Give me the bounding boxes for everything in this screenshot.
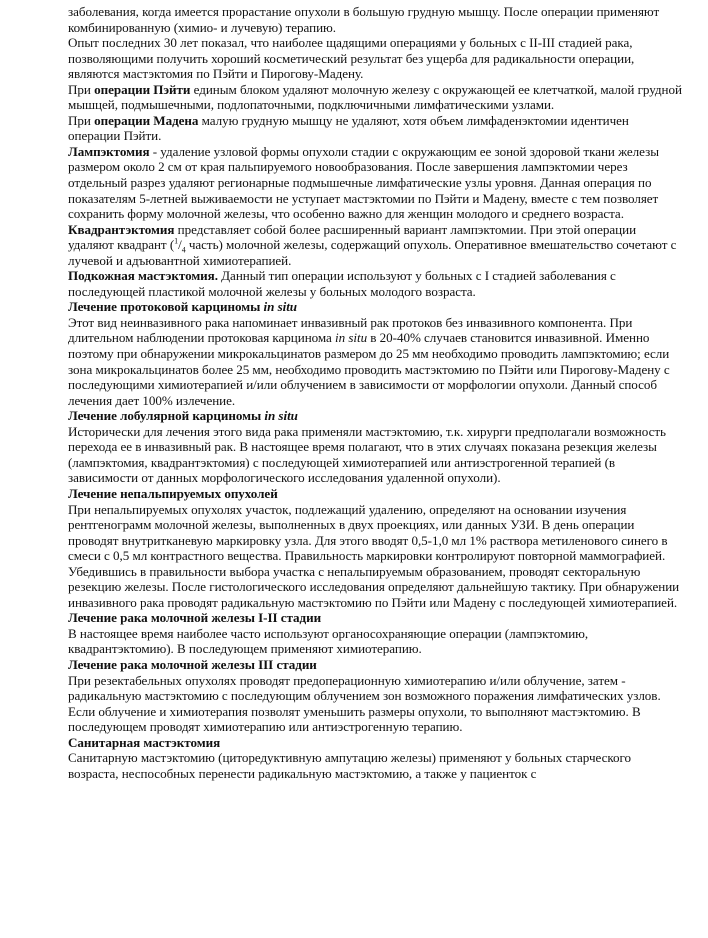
term-quadrantectomy: Квадрантэктомия	[68, 221, 175, 237]
heading-ductal-carcinoma: Лечение протоковой карциномы in situ	[68, 299, 298, 315]
paragraph-stage-1-2: В настоящее время наиболее часто используют органосохраняющие операции (лампэктомию, квадрантэктомию). В последующем применяют химиотерапию.	[68, 625, 589, 657]
paragraph-lumpectomy: Лампэктомия - удаление узловой формы опухоли стадии с окружающим ее зоной здоровой ткани железы размером около 2 см от края пальпируемого новообразования. После завершения лампэктомии через отдельный разрез удаляют регионарные подмышечные лимфатические узлы уровня. Данная операция по показателям 5-летней выживаемости не уступает мастэктомии по Пэйти и Мадену, вместе с тем позволяет сохранить форму молочной железы, что особенно важно для женщин молодого и среднего возраста.	[68, 143, 659, 222]
heading-sanitary-mastectomy: Санитарная мастэктомия	[68, 734, 221, 750]
paragraph-lobular-carcinoma: Исторически для лечения этого вида рака применяли мастэктомию, т.к. хирурги предполагали возможность перехода ее в инвазивный рак. В настоящее время полагают, что в этих случаях показана резекция железы (лампэктомия, квадрантэктомия) с последующей химиотерапией или антиэстрогенной терапией (в зависимости от данных морфологического исследования удаленной опухоли).	[68, 423, 666, 486]
term-payty: операции Пэйти	[94, 81, 191, 97]
term-subcutaneous-mastectomy: Подкожная мастэктомия.	[68, 268, 218, 284]
paragraph-quadrantectomy: Квадрантэктомия представляет собой более расширенный вариант лампэктомии. При этой операции удаляют квадрант ($^1/_4$ часть) молочной железы, содержащий опухоль. Оперативное вмешательство сочетают с лучевой и адъювантной химиотерапией.	[68, 221, 677, 268]
paragraph-sanitary-mastectomy: Санитарную мастэктомию (циторедуктивную ампутацию железы) применяют у больных старческого возраста, неспособных перенести радикальную мастэктомию, а также у пациенток с	[68, 750, 631, 781]
heading-lobular-carcinoma: Лечение лобулярной карциномы in situ	[68, 408, 298, 424]
paragraph-subcutaneous-mastectomy: Подкожная мастэктомия. Данный тип операции используют у больных с I стадией заболевания с последующей пластикой молочной железы у больных молодого возраста.	[68, 268, 616, 299]
fraction-quarter: $^1/_4$	[174, 236, 186, 255]
paragraph-ductal-carcinoma: Этот вид неинвазивного рака напоминает инвазивный рак протоков без инвазивного компонента. При длительном наблюдении протоковая карцинома in situ в 20-40% случаев становится инвазивной. Именно поэтому при обнаружении микрокальцинатов размером до 25 мм необходимо проводить лампэктомию; если зона микрокальцинатов более 25 мм, необходимо проводить мастэктомию по Пэйти или Пирогову-Мадену с последующими химиотерапией и/или облучением в зависимости от морфологии опухоли. Данный способ лечения дает 100% излечение.	[68, 314, 670, 408]
paragraph-surgery-outcome: заболевания, когда имеется прорастание опухоли в большую грудную мышцу. После операции применяют комбинированную (химио- и лучевую) терапию.	[68, 4, 660, 35]
paragraph-payty-operation: При операции Пэйти единым блоком удаляют молочную железу с окружающей ее клетчаткой, малой грудной мышцей, подмышечными, подлопаточными, подключичными лимфатическими узлами.	[68, 81, 682, 113]
paragraph-stage-3: При резектабельных опухолях проводят предоперационную химиотерапию и/или облучение, затем - радикальную мастэктомию с последующим облучением зон возможного поражения лимфатических узлов. Если облучение и химиотерапия позволят уменьшить размеры опухоли, то выполняют мастэктомию. В последующем проводят химиотерапию или антиэстрогенную терапию.	[68, 672, 661, 735]
paragraph-experience: Опыт последних 30 лет показал, что наиболее щадящими операциями у больных с II-III стадией рака, позволяющими получить хороший косметический результат без ущерба для радикальности операции, являются мастэктомия по Пэйти и Пирогову-Мадену.	[68, 35, 635, 82]
heading-nonpalpable-tumors: Лечение непальпируемых опухолей	[68, 485, 278, 501]
term-madden: операции Мадена	[94, 112, 199, 128]
heading-stage-3: Лечение рака молочной железы III стадии	[68, 656, 317, 672]
heading-stage-1-2: Лечение рака молочной железы I-II стадии	[68, 610, 322, 626]
paragraph-madden-operation: При операции Мадена малую грудную мышцу не удаляют, хотя объем лимфаденэктомии идентичен операции Пэйти.	[68, 112, 629, 144]
term-lumpectomy: Лампэктомия	[68, 143, 150, 159]
paragraph-nonpalpable-tumors: При непальпируемых опухолях участок, подлежащий удалению, определяют на основании изучения рентгенограмм молочной железы, выполненных в двух проекциях, или данных УЗИ. В день операции проводят внутритканевую маркировку узла. Для этого вводят 0,5-1,0 мл 1% раствора метиленового синего в смеси с 0,5 мл контрастного вещества. Правильность маркировки контролируют повторной маммографией. Убедившись в правильности выбора участка с непальпируемым образованием, проводят секторальную резекцию железы. После гистологического исследования определяют дальнейшую тактику. При обнаружении инвазивного рака проводят радикальную мастэктомию по Пэйти или Мадену с последующей химиотерапией.	[68, 501, 680, 610]
